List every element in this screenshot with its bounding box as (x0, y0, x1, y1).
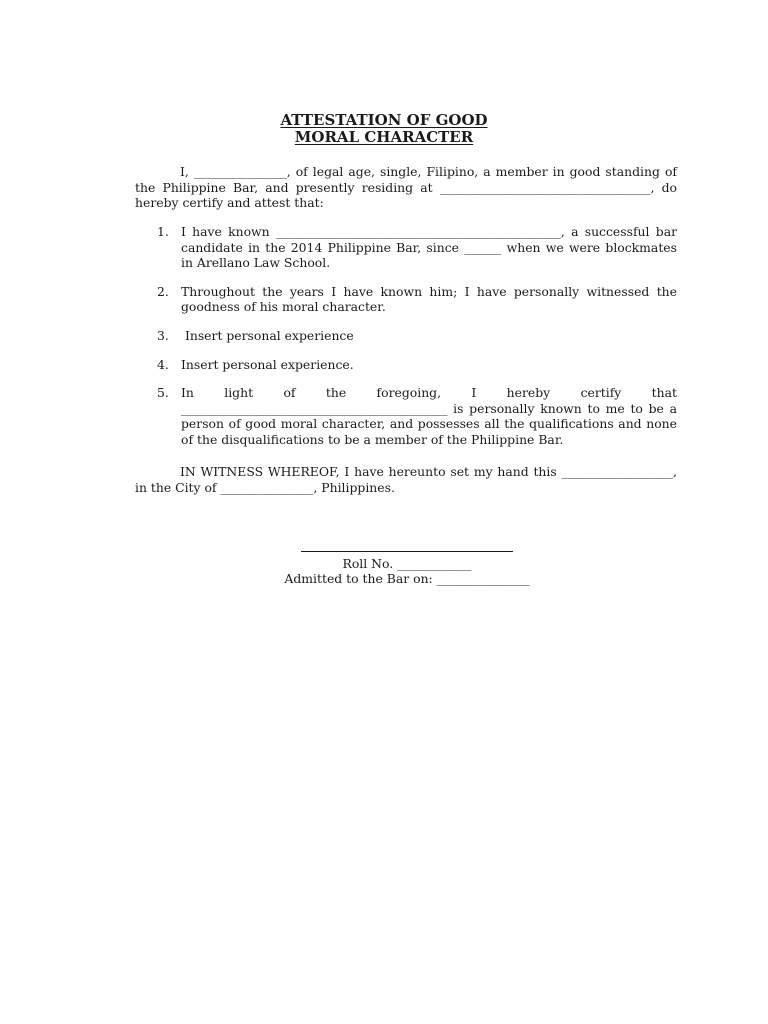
attestation-list (135, 224, 677, 461)
item-text: Insert personal experience (181, 327, 354, 343)
item-number: 5. (157, 385, 169, 401)
roll-number: Roll No. ____________ (342, 555, 472, 571)
item-text: I have known ______________________________________________, a successful bar candidate in the 2014 Philippine Bar, since ______ when we were blockmates in Arellano Law School. (181, 224, 677, 271)
title-line-1: ATTESTATION OF GOOD (280, 111, 488, 129)
item-number: 1. (157, 224, 169, 239)
signature-line (301, 537, 513, 552)
item-number: 4. (157, 356, 169, 372)
item-number: 3. (157, 327, 169, 343)
list-item (135, 224, 677, 271)
list-item (135, 357, 677, 373)
witness-paragraph: IN WITNESS WHEREOF, I have hereunto set my hand this __________________, in the City of _______________, Philippines. (135, 464, 677, 495)
intro-paragraph: I, _______________, of legal age, single, Filipino, a member in good standing of the Philippine Bar, and presently residing at __________________________________, do hereby certify and attest that: (135, 164, 677, 211)
bar-admission-date: Admitted to the Bar on: _______________ (284, 571, 530, 587)
signature-block (0, 537, 768, 587)
list-item (135, 284, 677, 315)
list-item (135, 328, 677, 344)
item-text: In light of the foregoing, I hereby certify that ___________________________________________ is personally known to me to be a person of good moral character, and possesses all the qualifications and none of the disqualifications to be a member of the Philippine Bar. (181, 385, 677, 447)
document-title (0, 112, 768, 146)
item-text: Throughout the years I have known him; I have personally witnessed the goodness of his moral character. (181, 283, 677, 315)
item-text: Insert personal experience. (181, 356, 354, 372)
item-number: 2. (157, 283, 169, 299)
list-item (135, 385, 677, 447)
title-line-2: MORAL CHARACTER (294, 128, 474, 146)
